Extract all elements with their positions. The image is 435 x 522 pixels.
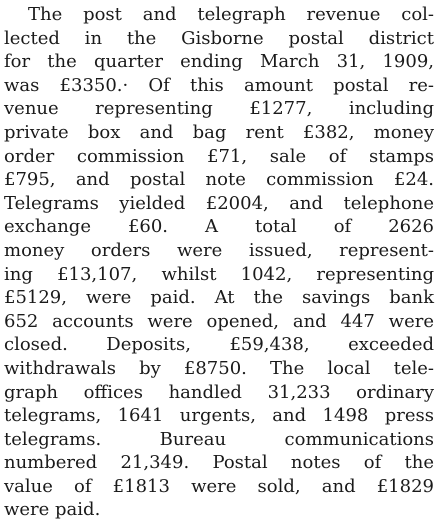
article-line: lected in the Gisborne postal district [4,27,434,49]
article-line: order commission £71, sale of stamps [4,145,434,167]
article-line: private box and bag rent £382, money [4,121,434,143]
article-line: for the quarter ending March 31, 1909, [4,51,434,73]
article-line: money orders were issued, represent- [4,239,434,261]
article-line: was £3350.· Of this amount postal re- [4,74,434,96]
article-line: telegrams. Bureau communications [4,428,434,450]
article-line: numbered 21,349. Postal notes of the [4,452,434,474]
article-line: The post and telegraph revenue col- [28,4,434,25]
article-line: were paid. [4,499,101,521]
article-line: graph offices handled 31,233 ordinary [4,381,434,403]
article-line: telegrams, 1641 urgents, and 1498 press [4,405,434,427]
article-line: 652 accounts were opened, and 447 were [4,310,434,332]
article-line: £5129, were paid. At the savings bank [4,287,434,309]
article-line: withdrawals by £8750. The local tele- [4,357,434,379]
article-line: ing £13,107, whilst 1042, representing [4,263,434,285]
article-line: value of £1813 were sold, and £1829 [4,475,434,497]
article-line: closed. Deposits, £59,438, exceeded [4,334,434,356]
article-line: venue representing £1277, including [4,98,434,120]
article-line: exchange £60. A total of 2626 [4,216,434,238]
article-paragraph [4,3,434,522]
article-line: Telegrams yielded £2004, and telephone [4,192,434,214]
article-line: £795, and postal note commission £24. [4,169,434,191]
